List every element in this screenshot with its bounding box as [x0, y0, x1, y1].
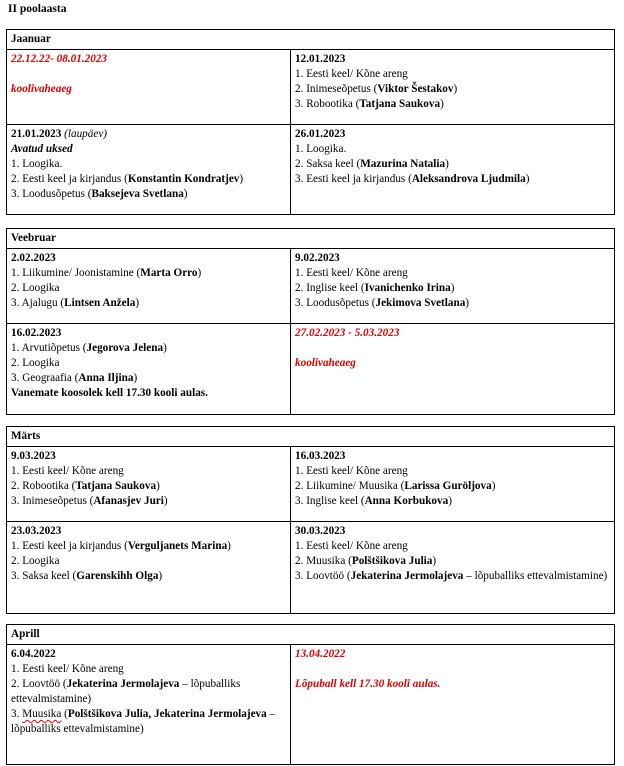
date-heading: 26.01.2023: [295, 128, 346, 140]
teacher-name: Anna Korbukova: [364, 495, 449, 507]
lesson-item: 3. Loodusõpetus (Jekimova Svetlana): [295, 297, 470, 309]
lesson-item: 1. Loogika.: [11, 158, 63, 170]
teacher-name: Jekaterina Jermolajeva: [350, 570, 464, 582]
event-note: Lõpuball kell 17.30 kooli aulas.: [295, 678, 441, 690]
lesson-item: 3. Inimeseõpetus (Afanasjev Juri): [11, 495, 168, 507]
month-table-february: [6, 228, 615, 415]
lesson-item: 3. Geograafia (Anna Iljina): [11, 372, 138, 384]
date-heading: 6.04.2022: [11, 648, 56, 660]
lesson-item: 3. Loodusõpetus (Baksejeva Svetlana): [11, 188, 188, 200]
lesson-item: 3. Saksa keel (Garenskihh Olga): [11, 570, 163, 582]
lesson-item: 2. Liikumine/ Muusika (Larissa Guröljova): [295, 480, 496, 492]
date-cell: [291, 522, 615, 614]
date-heading: 9.02.2023: [295, 252, 340, 264]
lesson-item: 3. Inglise keel (Anna Korbukova): [295, 495, 452, 507]
teacher-name: Garenskihh Olga: [76, 570, 159, 582]
date-heading: 9.03.2023: [11, 450, 56, 462]
lesson-item: 2. Loogika: [11, 357, 60, 369]
teacher-name: Konstantin Kondratjev: [127, 173, 240, 185]
date-cell: [291, 249, 615, 324]
teacher-name: Baksejeva Svetlana: [91, 188, 184, 200]
teacher-name: Verguljanets Marina: [127, 540, 228, 552]
lesson-item: 1. Liikumine/ Joonistamine (Marta Orro): [11, 267, 202, 279]
month-table-march: [6, 426, 615, 614]
date-cell: [7, 447, 291, 522]
lesson-item: 1. Eesti keel/ Kõne areng: [11, 465, 124, 477]
date-cell: [7, 125, 291, 215]
lesson-item: 3. Loovtöö (Jekaterina Jermolajeva – lõpuballiks ettevalmistamine): [295, 570, 608, 582]
teacher-name: Viktor Šestakov: [377, 83, 454, 95]
date-cell: [291, 645, 615, 765]
lesson-item: 2. Eesti keel ja kirjandus (Konstantin Kondratjev): [11, 173, 244, 185]
teacher-name: Jegorova Jelena: [86, 342, 164, 354]
date-heading: 12.01.2023: [295, 53, 346, 65]
date-heading: 16.02.2023: [11, 327, 62, 339]
page-title: II poolaasta: [8, 3, 67, 15]
lesson-item: 2. Inimeseõpetus (Viktor Šestakov): [295, 83, 458, 95]
lesson-item: 1. Eesti keel/ Kõne areng: [295, 267, 408, 279]
date-cell: [7, 645, 291, 765]
lesson-item: 3. Ajalugu (Lintsen Anžela): [11, 297, 140, 309]
date-heading: 22.12.22- 08.01.2023: [11, 53, 108, 65]
lesson-item: 1. Eesti keel/ Kõne areng: [295, 465, 408, 477]
lesson-item: 1. Eesti keel ja kirjandus (Verguljanets Marina): [11, 540, 231, 552]
event-note: Avatud uksed: [11, 143, 73, 155]
teacher-name: Polštšikova Julia: [351, 555, 433, 567]
date-cell: [7, 50, 291, 125]
date-cell: [7, 522, 291, 614]
lesson-item: 2. Robootika (Tatjana Saukova): [11, 480, 160, 492]
month-table-january: [6, 29, 615, 215]
event-note: Vanemate koosolek kell 17.30 kooli aulas.: [11, 387, 208, 399]
lesson-item: 1. Eesti keel/ Kõne areng: [11, 663, 124, 675]
lesson-item: 3. Robootika (Tatjana Saukova): [295, 98, 444, 110]
lesson-item: 2. Loogika: [11, 555, 60, 567]
teacher-name: Afanasjev Juri: [93, 495, 164, 507]
date-heading: 30.03.2023: [295, 525, 346, 537]
teacher-name: Jekimova Svetlana: [375, 297, 466, 309]
date-heading: 23.03.2023: [11, 525, 62, 537]
teacher-name: Tatjana Saukova: [359, 98, 441, 110]
date-cell: [291, 50, 615, 125]
date-heading: 16.03.2023: [295, 450, 346, 462]
lesson-item: 3. Eesti keel ja kirjandus (Aleksandrova Ljudmila): [295, 173, 530, 185]
lesson-item: 2. Muusika (Polštšikova Julia): [295, 555, 437, 567]
month-header: Märts: [7, 427, 615, 447]
holiday-note: koolivaheaeg: [295, 357, 356, 369]
lesson-item: 1. Loogika.: [295, 143, 347, 155]
lesson-item: 2. Inglise keel (Ivanichenko Irina): [295, 282, 455, 294]
teacher-name: Aleksandrova Ljudmila: [411, 173, 526, 185]
month-header: Veebruar: [7, 229, 615, 249]
date-cell: [7, 249, 291, 324]
date-heading: 21.01.2023 (laupäev): [11, 128, 108, 140]
holiday-note: koolivaheaeg: [11, 83, 72, 95]
lesson-item: 1. Eesti keel/ Kõne areng: [295, 540, 408, 552]
month-header: Jaanuar: [7, 30, 615, 50]
date-cell: [291, 447, 615, 522]
teacher-name: Polštšikova Julia, Jekaterina Jermolajeva: [67, 708, 267, 720]
date-cell: [291, 125, 615, 215]
date-cell: [291, 324, 615, 415]
date-cell: [7, 324, 291, 415]
lesson-item: 1. Arvutiõpetus (Jegorova Jelena): [11, 342, 167, 354]
lesson-item: 2. Saksa keel (Mazurina Natalia): [295, 158, 449, 170]
lesson-item: 1. Eesti keel/ Kõne areng: [295, 68, 408, 80]
teacher-name: Tatjana Saukova: [75, 480, 157, 492]
lesson-item: 2. Loovtöö (Jekaterina Jermolajeva – lõpuballiks ettevalmistamine): [11, 678, 241, 705]
date-heading: 27.02.2023 - 5.03.2023: [295, 327, 400, 339]
date-heading: 2.02.2023: [11, 252, 56, 264]
spellcheck-word: Muusika: [22, 708, 62, 720]
teacher-name: Ivanichenko Irina: [364, 282, 451, 294]
lesson-item: 3. Muusika (Polštšikova Julia, Jekaterina Jermolajeva – lõpuballiks ettevalmistamine): [11, 708, 276, 735]
teacher-name: Anna Iljina: [78, 372, 134, 384]
teacher-name: Jekaterina Jermolajeva: [66, 678, 180, 690]
teacher-name: Lintsen Anžela: [64, 297, 136, 309]
month-header: Aprill: [7, 625, 615, 645]
lesson-item: 2. Loogika: [11, 282, 60, 294]
teacher-name: Marta Orro: [140, 267, 198, 279]
teacher-name: Mazurina Natalia: [360, 158, 446, 170]
teacher-name: Larissa Guröljova: [404, 480, 492, 492]
date-heading: 13.04.2022: [295, 648, 346, 660]
month-table-april: [6, 624, 615, 765]
